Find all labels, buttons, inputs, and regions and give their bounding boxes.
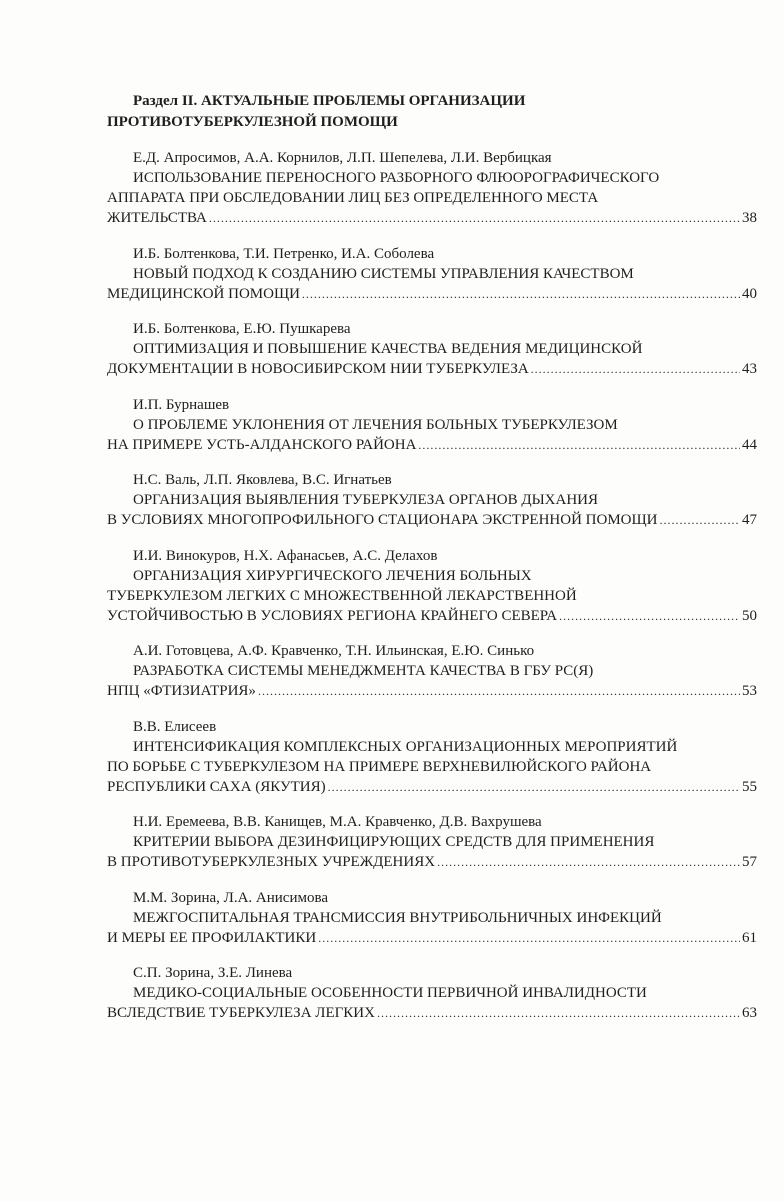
toc-entry: [107, 470, 757, 530]
entry-title-line: МЕДИЦИНСКОЙ ПОМОЩИ: [107, 285, 300, 302]
entry-title-line: НПЦ «ФТИЗИАТРИЯ»: [107, 683, 256, 699]
page-number: 53: [742, 683, 757, 699]
entry-title-last-line: [107, 606, 757, 626]
page-number: 38: [742, 210, 757, 226]
entry-title-last-line: [107, 852, 757, 872]
entry-title-line: В ПРОТИВОТУБЕРКУЛЕЗНЫХ УЧРЕЖДЕНИЯХ: [107, 854, 436, 870]
page-number: 50: [742, 607, 757, 624]
toc-entry: [107, 148, 757, 228]
dot-leader: [659, 510, 740, 530]
entry-title-line: ОРГАНИЗАЦИЯ ХИРУРГИЧЕСКОГО ЛЕЧЕНИЯ БОЛЬНЫХ: [133, 567, 532, 584]
entry-title-last-line: [107, 284, 757, 304]
entry-title-line: МЕЖГОСПИТАЛЬНАЯ ТРАНСМИССИЯ ВНУТРИБОЛЬНИЧНЫХ ИНФЕКЦИЙ: [133, 909, 662, 926]
entry-title-line: РЕСПУБЛИКИ САХА (ЯКУТИЯ): [107, 778, 326, 795]
entry-authors: В.В. Елисеев: [133, 718, 217, 735]
entry-title-line: ЖИТЕЛЬСТВА: [107, 210, 207, 226]
dot-leader: [531, 359, 740, 379]
entry-title-last-line: [107, 681, 757, 701]
toc-entry: [107, 963, 757, 1023]
entry-authors: И.Б. Болтенкова, Е.Ю. Пушкарева: [133, 321, 351, 337]
entry-title-last-line: [107, 1003, 757, 1023]
dot-leader: [418, 435, 740, 455]
entry-title-last-line: [107, 777, 757, 797]
toc-entry: [107, 546, 757, 626]
toc-entry: [107, 717, 757, 797]
toc-entry: [107, 395, 757, 455]
toc-entry: [107, 888, 757, 948]
table-of-contents: [107, 148, 757, 1039]
entry-authors: С.П. Зорина, З.Е. Линева: [133, 965, 293, 981]
dot-leader: [302, 284, 740, 304]
toc-entry: [107, 641, 757, 701]
section-heading: [107, 91, 757, 133]
entry-title-line: УСТОЙЧИВОСТЬЮ В УСЛОВИЯХ РЕГИОНА КРАЙНЕГО СЕВЕРА: [107, 607, 558, 624]
page-number: 55: [742, 778, 757, 795]
dot-leader: [258, 681, 740, 701]
entry-title-line: ПО БОРЬБЕ С ТУБЕРКУЛЕЗОМ НА ПРИМЕРЕ ВЕРХНЕВИЛЮЙСКОГО РАЙОНА: [107, 758, 652, 775]
dot-leader: [377, 1003, 740, 1023]
entry-title-line: ТУБЕРКУЛЕЗОМ ЛЕГКИХ С МНОЖЕСТВЕННОЙ ЛЕКАРСТВЕННОЙ: [107, 587, 577, 604]
entry-title-last-line: [107, 435, 757, 455]
entry-title-line: ОПТИМИЗАЦИЯ И ПОВЫШЕНИЕ КАЧЕСТВА ВЕДЕНИЯ МЕДИЦИНСКОЙ: [133, 341, 643, 357]
entry-title-line: ВСЛЕДСТВИЕ ТУБЕРКУЛЕЗА ЛЕГКИХ: [107, 1005, 375, 1021]
dot-leader: [328, 777, 740, 797]
dot-leader: [559, 606, 740, 626]
entry-title-line: ИНТЕНСИФИКАЦИЯ КОМПЛЕКСНЫХ ОРГАНИЗАЦИОННЫХ МЕРОПРИЯТИЙ: [133, 738, 678, 755]
entry-title-line: О ПРОБЛЕМЕ УКЛОНЕНИЯ ОТ ЛЕЧЕНИЯ БОЛЬНЫХ ТУБЕРКУЛЕЗОМ: [133, 416, 618, 433]
dot-leader: [209, 208, 740, 228]
page-number: 43: [742, 361, 757, 377]
toc-entry: [107, 244, 757, 304]
entry-title-line: РАЗРАБОТКА СИСТЕМЫ МЕНЕДЖМЕНТА КАЧЕСТВА В ГБУ РС(Я): [133, 663, 594, 679]
entry-title-line: ОРГАНИЗАЦИЯ ВЫЯВЛЕНИЯ ТУБЕРКУЛЕЗА ОРГАНОВ ДЫХАНИЯ: [133, 492, 599, 508]
entry-title-line: И МЕРЫ ЕЕ ПРОФИЛАКТИКИ: [107, 929, 317, 946]
page-number: 40: [742, 285, 757, 302]
entry-title-line: ИСПОЛЬЗОВАНИЕ ПЕРЕНОСНОГО РАЗБОРНОГО ФЛЮОРОГРАФИЧЕСКОГО: [133, 170, 660, 186]
entry-authors: И.Б. Болтенкова, Т.И. Петренко, И.А. Соболева: [133, 245, 435, 262]
section-heading-line-1: Раздел II. АКТУАЛЬНЫЕ ПРОБЛЕМЫ ОРГАНИЗАЦИИ: [133, 93, 526, 109]
page-number: 61: [742, 929, 757, 946]
page-number: 47: [742, 512, 757, 528]
entry-authors: Н.С. Валь, Л.П. Яковлева, В.С. Игнатьев: [133, 472, 392, 488]
entry-title-line: ДОКУМЕНТАЦИИ В НОВОСИБИРСКОМ НИИ ТУБЕРКУЛЕЗА: [107, 361, 529, 377]
dot-leader: [437, 852, 740, 872]
section-heading-line-2: ПРОТИВОТУБЕРКУЛЕЗНОЙ ПОМОЩИ: [107, 114, 398, 130]
entry-title-line: В УСЛОВИЯХ МНОГОПРОФИЛЬНОГО СТАЦИОНАРА ЭКСТРЕННОЙ ПОМОЩИ: [107, 512, 658, 528]
entry-title-line: АППАРАТА ПРИ ОБСЛЕДОВАНИИ ЛИЦ БЕЗ ОПРЕДЕЛЕННОГО МЕСТА: [107, 190, 599, 206]
entry-title-line: НА ПРИМЕРЕ УСТЬ-АЛДАНСКОГО РАЙОНА: [107, 436, 417, 453]
entry-title-line: КРИТЕРИИ ВЫБОРА ДЕЗИНФИЦИРУЮЩИХ СРЕДСТВ ДЛЯ ПРИМЕНЕНИЯ: [133, 834, 655, 850]
dot-leader: [318, 928, 740, 948]
toc-entry: [107, 319, 757, 379]
entry-authors: Е.Д. Апросимов, А.А. Корнилов, Л.П. Шепелева, Л.И. Вербицкая: [133, 150, 552, 166]
page-number: 63: [742, 1005, 757, 1021]
entry-authors: И.П. Бурнашев: [133, 396, 230, 413]
entry-authors: И.И. Винокуров, Н.Х. Афанасьев, А.С. Делахов: [133, 547, 438, 564]
entry-title-last-line: [107, 928, 757, 948]
toc-entry: [107, 812, 757, 872]
entry-authors: М.М. Зорина, Л.А. Анисимова: [133, 889, 329, 906]
page-number: 44: [742, 436, 757, 453]
entry-authors: А.И. Готовцева, А.Ф. Кравченко, Т.Н. Ильинская, Е.Ю. Синько: [133, 643, 535, 659]
entry-title-line: МЕДИКО-СОЦИАЛЬНЫЕ ОСОБЕННОСТИ ПЕРВИЧНОЙ ИНВАЛИДНОСТИ: [133, 985, 647, 1001]
page-number: 57: [742, 854, 757, 870]
entry-title-last-line: [107, 359, 757, 379]
entry-authors: Н.И. Еремеева, В.В. Канищев, М.А. Кравченко, Д.В. Вахрушева: [133, 814, 542, 830]
entry-title-line: НОВЫЙ ПОДХОД К СОЗДАНИЮ СИСТЕМЫ УПРАВЛЕНИЯ КАЧЕСТВОМ: [133, 265, 634, 282]
entry-title-last-line: [107, 208, 757, 228]
entry-title-last-line: [107, 510, 757, 530]
